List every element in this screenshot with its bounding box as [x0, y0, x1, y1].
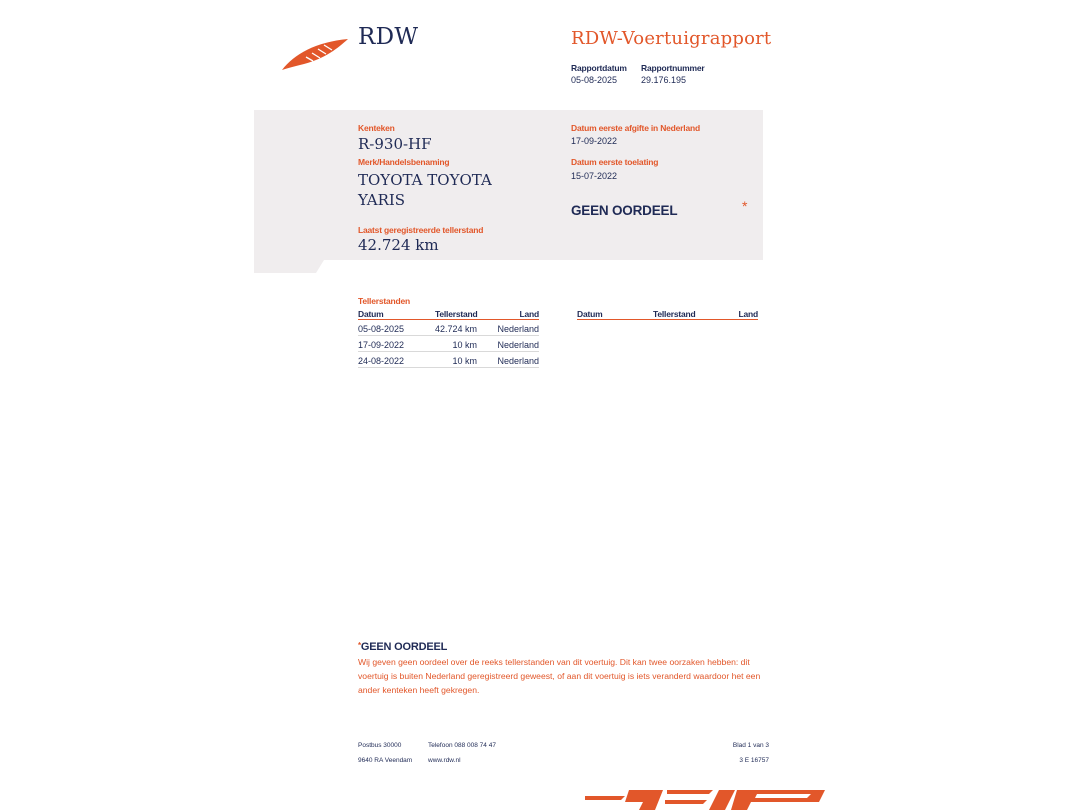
row-divider	[358, 367, 539, 368]
row-land: Nederland	[497, 356, 539, 366]
merk-value-line1: TOYOTA TOYOTA	[358, 171, 492, 189]
col-tellerstand: Tellerstand	[435, 309, 478, 319]
afgifte-label: Datum eerste afgifte in Nederland	[571, 123, 700, 133]
row-tellerstand: 42.724 km	[434, 324, 477, 334]
tellerstand-value: 42.724 km	[358, 236, 439, 254]
table-header-row	[577, 309, 758, 319]
rapportdatum-value: 05-08-2025	[571, 75, 618, 85]
row-land: Nederland	[497, 340, 539, 350]
feather-logo-icon	[280, 36, 350, 72]
footer-city: 9640 RA Veendam	[358, 757, 413, 764]
col-land: Land	[519, 309, 539, 319]
col-datum: Datum	[577, 309, 603, 319]
vehicle-summary-panel	[254, 110, 763, 273]
afgifte-value: 17-09-2022	[571, 136, 618, 146]
row-datum: 05-08-2025	[358, 324, 405, 334]
merk-label: Merk/Handelsbenaming	[358, 157, 450, 167]
footnote-title-text: GEEN OORDEEL	[360, 641, 448, 653]
footnote-mark: *	[358, 641, 361, 650]
footnote-text: Wij geven geen oordeel over de reeks tellerstanden van dit voertuig. Dit kan twee oorzaken hebben: dit voertuig is buiten Nederland geregistreerd geweest, of aan dit voertuig is iets veranderd waardoor het een ander kenteken heeft gekregen.	[358, 657, 761, 695]
table-row	[358, 320, 539, 335]
rapportnummer-value: 29.176.195	[641, 75, 687, 85]
row-datum: 17-09-2022	[358, 340, 405, 350]
toelating-value: 15-07-2022	[571, 171, 618, 181]
col-datum: Datum	[358, 309, 384, 319]
verdict-footnote-mark: *	[742, 198, 748, 214]
table-header-row	[358, 309, 539, 319]
brand-name: RDW	[358, 24, 419, 50]
footnote-title	[358, 641, 447, 653]
col-tellerstand: Tellerstand	[653, 309, 696, 319]
report-title: RDW-Voertuigrapport	[571, 28, 772, 49]
row-tellerstand: 10 km	[452, 356, 477, 366]
footer-page: Blad 1 van 3	[732, 742, 769, 749]
kenteken-value: R-930-HF	[358, 135, 432, 153]
row-land: Nederland	[497, 324, 539, 334]
tellerstand-label: Laatst geregistreerde tellerstand	[358, 225, 484, 235]
footer-telefoon: Telefoon 088 008 74 47	[428, 742, 496, 749]
toelating-label: Datum eerste toelating	[571, 157, 659, 167]
table-row	[358, 336, 539, 351]
verdict-text: GEEN OORDEEL	[571, 203, 678, 218]
stripes-decoration-icon	[585, 786, 830, 810]
header-divider	[577, 319, 758, 320]
row-datum: 24-08-2022	[358, 356, 405, 366]
table-row	[358, 352, 539, 367]
rapportdatum-label: Rapportdatum	[571, 63, 627, 73]
kenteken-label: Kenteken	[358, 123, 395, 133]
tellerstanden-title: Tellerstanden	[358, 296, 411, 306]
tellerstanden-table-right	[577, 309, 758, 320]
row-tellerstand: 10 km	[452, 340, 477, 350]
col-land: Land	[738, 309, 758, 319]
rapportnummer-label: Rapportnummer	[641, 63, 705, 73]
footer-website[interactable]: www.rdw.nl	[428, 757, 461, 764]
footer-postbus: Postbus 30000	[358, 742, 402, 749]
tellerstanden-table	[358, 309, 539, 368]
merk-value-line2: YARIS	[358, 191, 406, 209]
footer-code: 3 E 16757	[739, 757, 769, 764]
